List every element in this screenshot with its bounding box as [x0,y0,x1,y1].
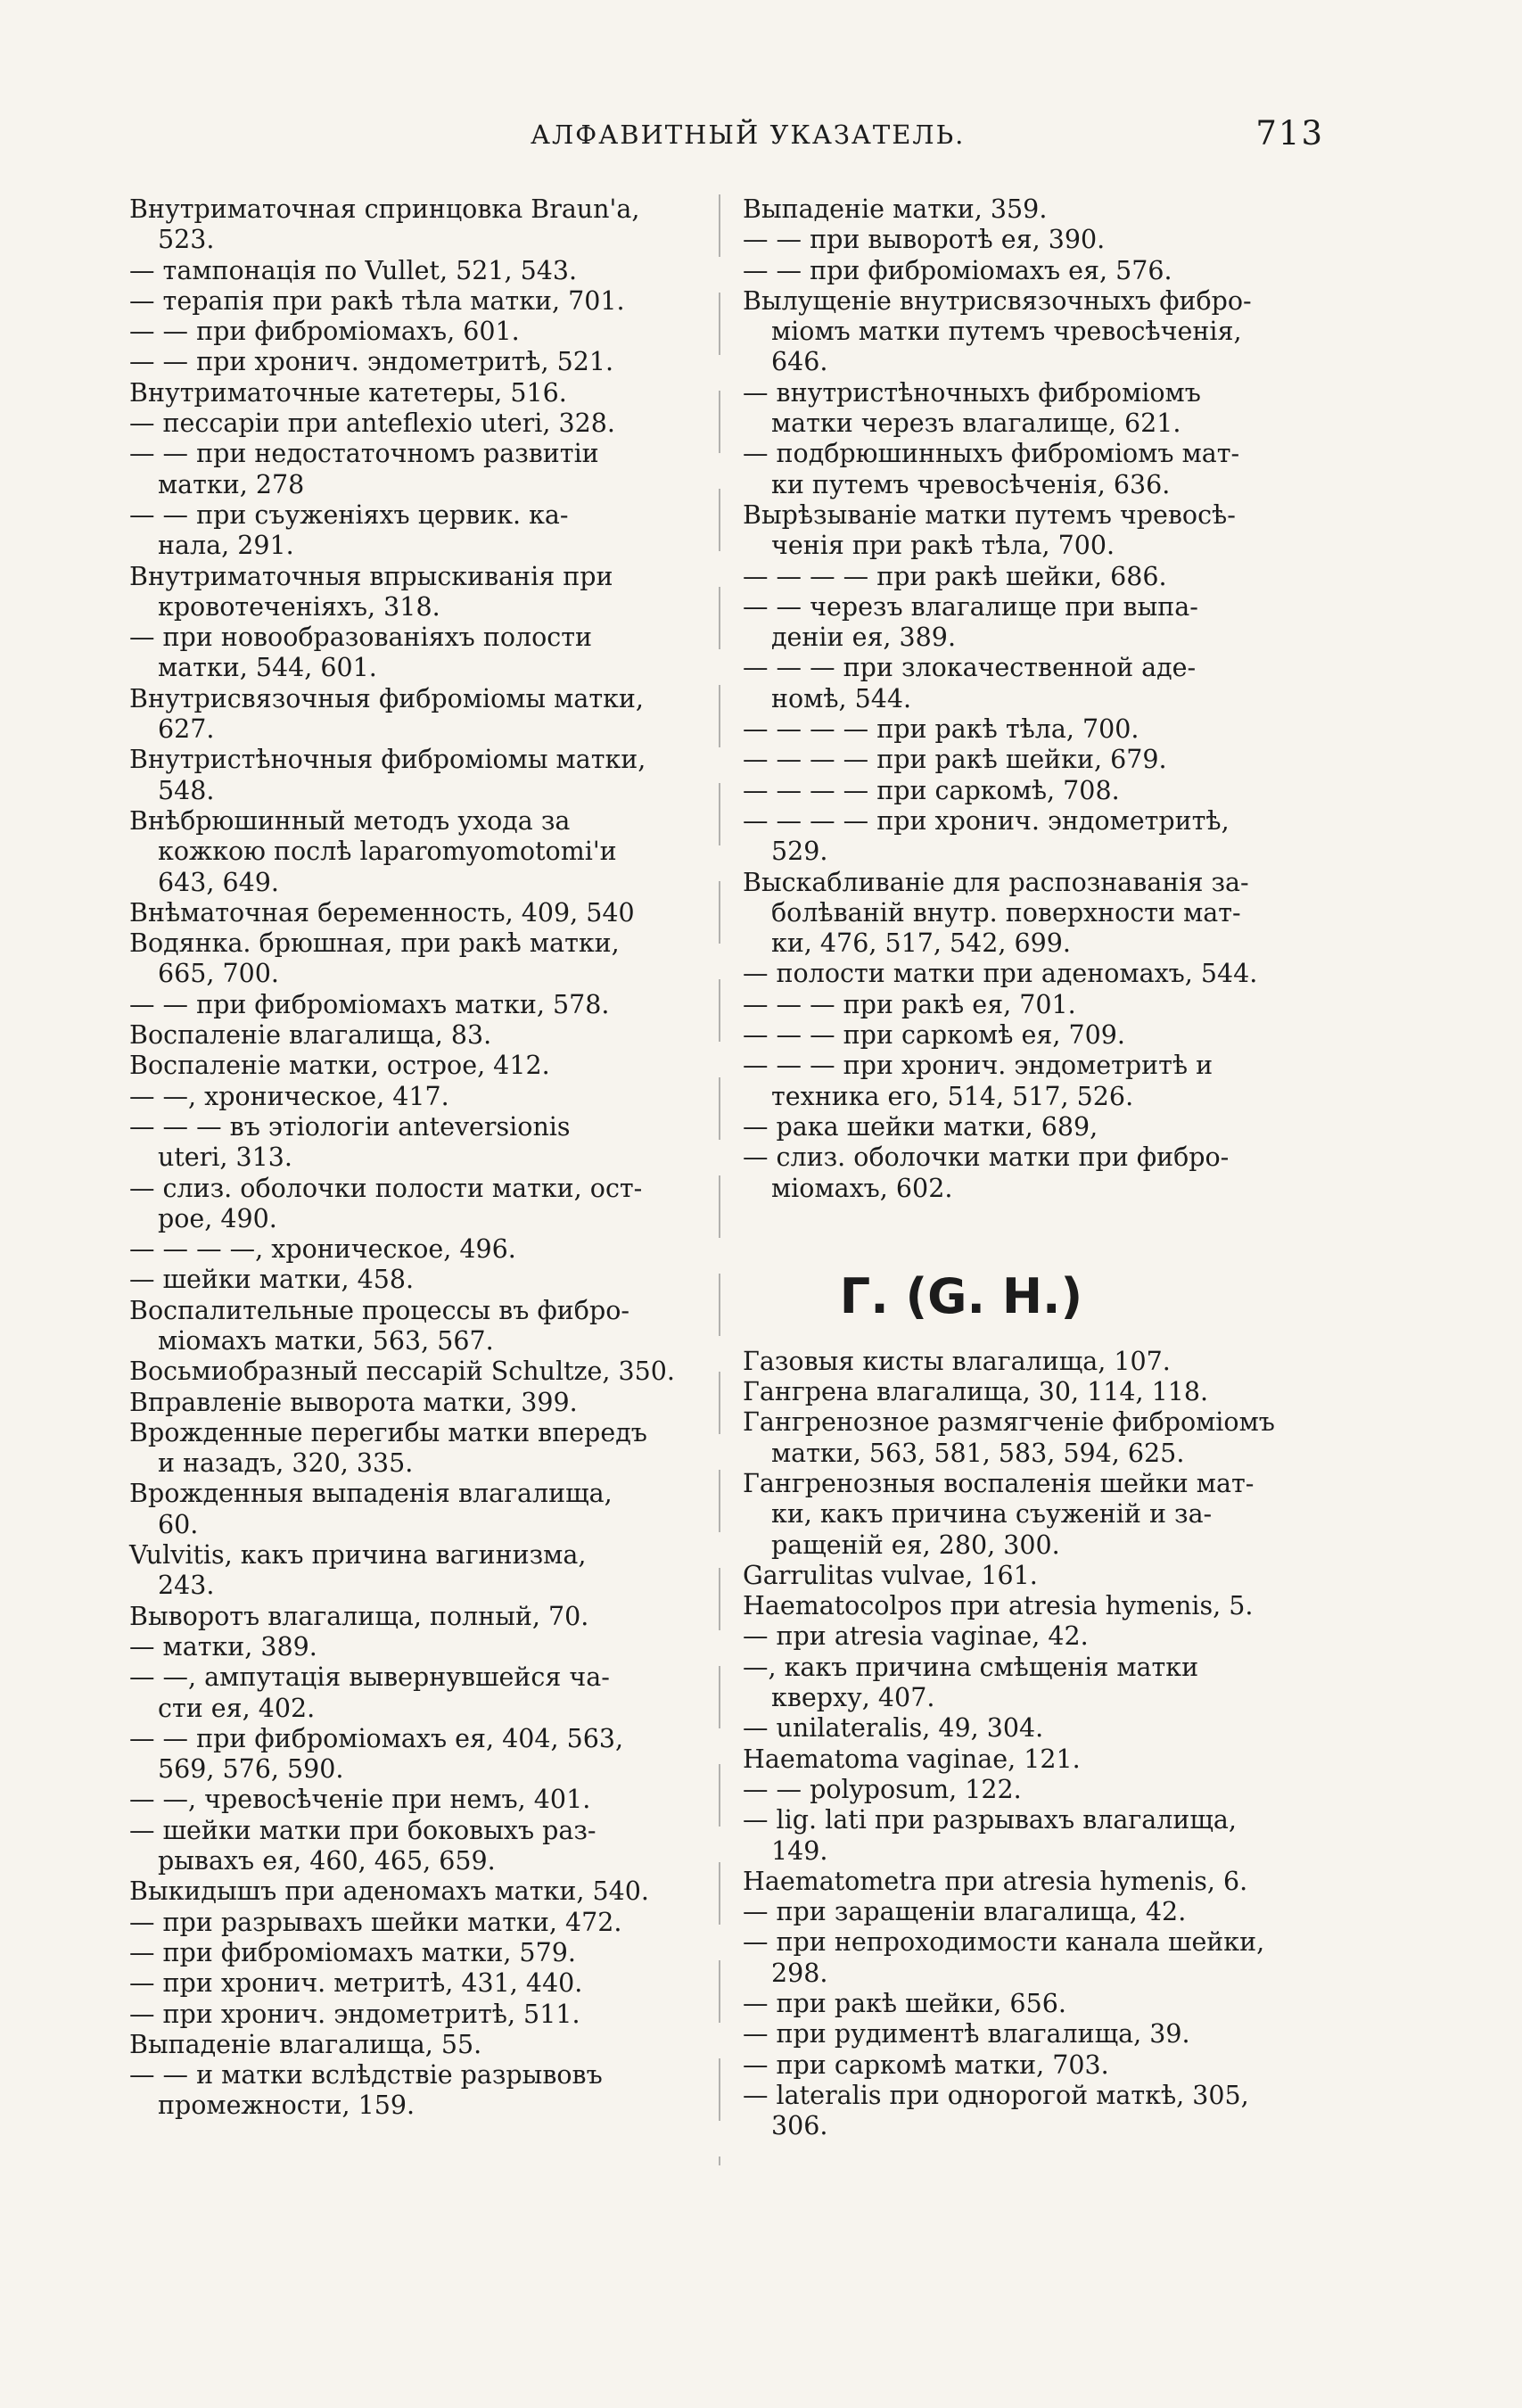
index-entry [129,408,695,439]
entry-line: — — — — при хронич. эндометритѣ, [743,805,1230,836]
section-heading: Г. (G. H.) [839,1267,1083,1324]
entry-line: — при саркомѣ матки, 703. [743,2049,1109,2080]
entry-line: — шейки матки при боковыхъ раз- [129,1815,596,1845]
entry-line: — — — — при ракѣ шейки, 686. [743,561,1167,591]
index-entry [129,806,695,898]
index-entry [129,745,695,806]
index-entry [129,1662,695,1724]
entry-line: Воспаленіе матки, острое, 412. [129,1051,550,1081]
page-header [129,114,1324,157]
entry-line: — —, ампутація вывернувшейся ча- [129,1662,610,1693]
index-entry [743,439,1313,500]
index-entry [743,2050,1313,2081]
entry-continuation-line: промежности, 159. [158,2091,415,2121]
entry-line: — внутристѣночныхъ фиброміомъ [743,377,1201,408]
entry-continuation-line: ки путемъ чревосѣченія, 636. [771,469,1171,499]
index-entry [743,1142,1313,1204]
index-entry [129,1296,695,1357]
index-entry [743,1989,1313,2019]
entry-line: — — при съуженіяхъ цервик. ка- [129,499,569,530]
entry-continuation-line: матки черезъ влагалище, 621. [771,408,1181,439]
entry-line: Vulvitis, какъ причина вагинизма, [129,1540,587,1571]
index-entry [129,1602,695,1632]
entry-continuation-line: 569, 576, 590. [158,1754,344,1785]
index-entry [743,1744,1313,1775]
index-entry [743,1927,1313,1989]
page-number: 713 [1255,114,1324,153]
index-entry [743,1653,1313,1714]
index-entry [743,1805,1313,1867]
entry-line: Выпаденіе влагалища, 55. [129,2029,482,2059]
entry-continuation-line: номѣ, 544. [771,683,912,713]
entry-line: — тампонація по Vullet, 521, 543. [129,255,578,285]
index-entry [129,378,695,408]
entry-line: — шейки матки, 458. [129,1265,415,1295]
entry-line: — —, хроническое, 417. [129,1081,449,1111]
index-entry [129,623,695,684]
entry-line: Вырѣзываніе матки путемъ чревосѣ- [743,499,1236,530]
index-entry [743,378,1313,440]
entry-line: Врожденныя выпаденія влагалища, [129,1479,613,1509]
entry-continuation-line: міомахъ, 602. [771,1173,953,1203]
entry-continuation-line: болѣваній внутр. поверхности мат- [771,897,1241,928]
entry-line: Газовыя кисты влагалища, 107. [743,1346,1171,1376]
index-entry [129,898,695,928]
index-entry [129,286,695,317]
entry-line: — — — при хронич. эндометритѣ и [743,1051,1213,1081]
index-entry [743,286,1313,378]
entry-continuation-line: 523. [158,225,215,255]
entry-line: Haematocolpos при atresia hymenis, 5. [743,1591,1254,1621]
right-column-top [743,194,1313,1204]
index-entry [129,1479,695,1540]
entry-continuation-line: 306. [771,2111,828,2141]
index-entry [743,2081,1313,2142]
entry-line: Внутриматочная спринцовка Braun'а, [129,194,640,224]
entry-line: Вправленіе выворота матки, 399. [129,1387,578,1417]
entry-line: Внутристѣночныя фиброміомы матки, [129,745,646,775]
entry-line: Haematoma vaginae, 121. [743,1744,1081,1774]
entry-continuation-line: и назадъ, 320, 335. [158,1448,414,1479]
entry-continuation-line: 298. [771,1958,828,1988]
entry-line: — — при фиброміомахъ ея, 404, 563, [129,1723,624,1753]
index-entry [743,1621,1313,1652]
entry-line: — — при фиброміомахъ матки, 578. [129,989,610,1019]
index-entry [129,1816,695,1877]
entry-line: — слиз. оболочки полости матки, ост- [129,1173,643,1203]
entry-continuation-line: ченія при ракѣ тѣла, 700. [771,531,1115,561]
index-entry [743,776,1313,806]
index-entry [743,959,1313,989]
entry-line: — матки, 389. [129,1631,317,1662]
index-entry [129,256,695,286]
entry-line: — lig. lati при разрывахъ влагалища, [743,1805,1237,1835]
entry-line: Выворотъ влагалища, полный, 70. [129,1601,589,1631]
entry-continuation-line: 149. [771,1835,828,1866]
index-entry [129,684,695,746]
index-entry [743,500,1313,562]
entry-line: Внѣбрюшинный методъ ухода за [129,805,571,836]
index-entry [129,1876,695,1907]
entry-line: Haematometra при atresia hymenis, 6. [743,1866,1248,1896]
index-entry [129,2030,695,2060]
entry-line: Выскабливаніе для распознаванія за- [743,867,1249,897]
index-entry [743,745,1313,775]
entry-line: — при хронич. метритѣ, 431, 440. [129,1968,583,1999]
index-entry [743,1469,1313,1561]
index-entry [129,1908,695,1938]
index-entry [743,1867,1313,1897]
entry-continuation-line: рывахъ ея, 460, 465, 659. [158,1846,496,1876]
entry-line: — — — — при ракѣ тѣла, 700. [743,714,1139,745]
entry-continuation-line: нала, 291. [158,531,294,561]
index-entry [743,868,1313,960]
entry-line: — lateralis при однорогой маткѣ, 305, [743,2080,1249,2110]
entry-line: — — — — при ракѣ шейки, 679. [743,745,1167,775]
index-entry [129,1388,695,1418]
index-entry [129,1051,695,1081]
entry-continuation-line: 60. [158,1509,199,1539]
entry-line: — — — при злокачественной аде- [743,653,1197,683]
entry-line: — при atresia vaginae, 42. [743,1621,1089,1652]
index-entry [129,439,695,500]
index-entry [129,1265,695,1295]
entry-line: — при фиброміомахъ матки, 579. [129,1937,576,1967]
entry-continuation-line: рое, 490. [158,1203,277,1233]
running-title: АЛФАВИТНЫЙ УКАЗАТЕЛЬ. [531,120,966,150]
index-entry [743,2019,1313,2049]
entry-continuation-line: кожкою послѣ laparomyomotomi'и [158,837,617,867]
index-entry [743,1591,1313,1621]
entry-line: — при рудиментѣ влагалища, 39. [743,2019,1190,2049]
index-entry [129,1968,695,1999]
entry-line: — терапія при ракѣ тѣла матки, 701. [129,285,625,316]
entry-line: Внутриматочныя впрыскиванія при [129,561,613,591]
entry-line: Выкидышъ при аденомахъ матки, 540. [129,1876,649,1907]
entry-line: — подбрюшинныхъ фиброміомъ мат- [743,439,1240,469]
index-entry [129,1020,695,1051]
entry-continuation-line: 646. [771,347,828,377]
index-entry [129,1112,695,1174]
index-entry [129,928,695,990]
index-entry [743,592,1313,654]
entry-continuation-line: матки, 278 [158,469,305,499]
index-entry [129,2000,695,2030]
entry-continuation-line: міомахъ матки, 563, 567. [158,1325,494,1356]
entry-line: — — polyposum, 122. [743,1774,1022,1804]
entry-line: Гангренозныя воспаленія шейки мат- [743,1468,1255,1498]
index-entry [129,317,695,347]
entry-line: Garrulitas vulvae, 161. [743,1560,1038,1590]
entry-line: Внутрисвязочныя фиброміомы матки, [129,683,644,713]
entry-continuation-line: ки, 476, 517, 542, 699. [771,928,1071,959]
entry-continuation-line: 627. [158,714,215,745]
entry-line: — unilateralis, 49, 304. [743,1713,1044,1744]
index-entry [743,714,1313,745]
entry-continuation-line: 665, 700. [158,959,279,989]
entry-line: — — и матки вслѣдствіе разрывовъ [129,2060,603,2091]
index-entry [129,1724,695,1785]
right-column [743,194,1313,2142]
index-entry [743,1377,1313,1407]
entry-line: —, какъ причина смѣщенія матки [743,1652,1199,1682]
index-entry [743,990,1313,1020]
entry-line: — при новообразованіяхъ полости [129,623,592,653]
index-entry [743,256,1313,286]
entry-line: — при разрывахъ шейки матки, 472. [129,1907,622,1937]
entry-line: Воспаленіе влагалища, 83. [129,1020,492,1051]
index-entry [129,500,695,562]
entry-line: — — — при ракѣ ея, 701. [743,989,1076,1019]
index-entry [129,562,695,623]
entry-line: — — — — при саркомѣ, 708. [743,775,1120,805]
index-entry [129,1418,695,1480]
entry-line: — слиз. оболочки матки при фибро- [743,1142,1230,1173]
entry-line: Гангренозное размягченіе фиброміомъ [743,1407,1275,1438]
entry-line: — пессаріи при anteflexio uteri, 328. [129,408,615,439]
entry-line: — при непроходимости канала шейки, [743,1927,1265,1958]
entry-line: — — — при саркомѣ ея, 709. [743,1020,1125,1051]
index-entry [743,194,1313,225]
index-entry [129,1234,695,1265]
index-entry [129,194,695,256]
entry-line: Внутриматочные катетеры, 516. [129,377,567,408]
entry-continuation-line: матки, 563, 581, 583, 594, 625. [771,1438,1185,1468]
entry-continuation-line: деніи ея, 389. [771,623,957,653]
entry-continuation-line: 548. [158,775,215,805]
index-entry [129,1938,695,1968]
entry-line: — — — въ этіологіи anteversionis [129,1111,571,1142]
left-column [129,194,695,2122]
entry-line: — — при хронич. эндометритѣ, 521. [129,347,614,377]
entry-continuation-line: кровотеченіяхъ, 318. [158,591,440,622]
entry-line: — при ракѣ шейки, 656. [743,1989,1066,2019]
index-entry [743,806,1313,868]
entry-continuation-line: міомъ матки путемъ чревосѣченія, [771,317,1242,347]
right-column-bottom [743,1347,1313,2142]
index-entry [129,347,695,377]
index-entry [129,1632,695,1662]
index-entry [129,1785,695,1815]
index-entry [743,1347,1313,1377]
entry-line: — рака шейки матки, 689, [743,1111,1098,1142]
index-entry [743,225,1313,255]
entry-line: Выпаденіе матки, 359. [743,194,1048,224]
index-entry [129,1174,695,1235]
entry-line: — — при выворотѣ ея, 390. [743,225,1106,255]
index-entry [743,1561,1313,1591]
entry-line: — — черезъ влагалище при выпа- [743,591,1198,622]
entry-continuation-line: 243. [158,1571,215,1601]
entry-line: — при заращеніи влагалища, 42. [743,1897,1187,1927]
entry-line: — —, чревосѣченіе при немъ, 401. [129,1785,591,1815]
entry-continuation-line: техника его, 514, 517, 526. [771,1081,1134,1111]
entry-continuation-line: uteri, 313. [158,1142,292,1173]
entry-line: — — — —, хроническое, 496. [129,1234,516,1265]
entry-line: — — при фиброміомахъ, 601. [129,317,520,347]
index-entry [743,1775,1313,1805]
entry-line: — — при фиброміомахъ ея, 576. [743,255,1172,285]
entry-continuation-line: матки, 544, 601. [158,653,377,683]
entry-continuation-line: кверху, 407. [771,1683,935,1713]
index-entry [129,1357,695,1387]
entry-line: — полости матки при аденомахъ, 544. [743,959,1258,989]
index-entry [743,562,1313,592]
index-entry [743,1407,1313,1469]
entry-line: Восьмиобразный пессарій Schultze, 350. [129,1357,675,1387]
index-entry [129,990,695,1020]
index-entry [743,1112,1313,1142]
index-entry [129,1082,695,1112]
entry-continuation-line: ки, какъ причина съуженій и за- [771,1499,1213,1530]
entry-continuation-line: 643, 649. [158,867,279,897]
entry-continuation-line: сти ея, 402. [158,1693,316,1723]
entry-line: Внѣматочная беременность, 409, 540 [129,897,635,928]
index-entry [743,653,1313,714]
entry-continuation-line: ращеній ея, 280, 300. [771,1530,1060,1560]
entry-line: Врожденные перегибы матки впередъ [129,1417,647,1447]
entry-line: Воспалительные процессы въ фибро- [129,1295,629,1325]
index-entry [129,2060,695,2122]
index-entry [743,1897,1313,1927]
index-entry [743,1020,1313,1051]
entry-line: Вылущеніе внутрисвязочныхъ фибро- [743,285,1252,316]
entry-continuation-line: 529. [771,837,828,867]
entry-line: Гангрена влагалища, 30, 114, 118. [743,1377,1209,1407]
index-entry [129,1540,695,1602]
entry-line: Водянка. брюшная, при ракѣ матки, [129,928,620,959]
index-entry [743,1051,1313,1112]
column-divider [719,194,720,2165]
index-entry [743,1713,1313,1744]
entry-line: — — при недостаточномъ развитіи [129,439,599,469]
entry-line: — при хронич. эндометритѣ, 511. [129,1999,580,2029]
